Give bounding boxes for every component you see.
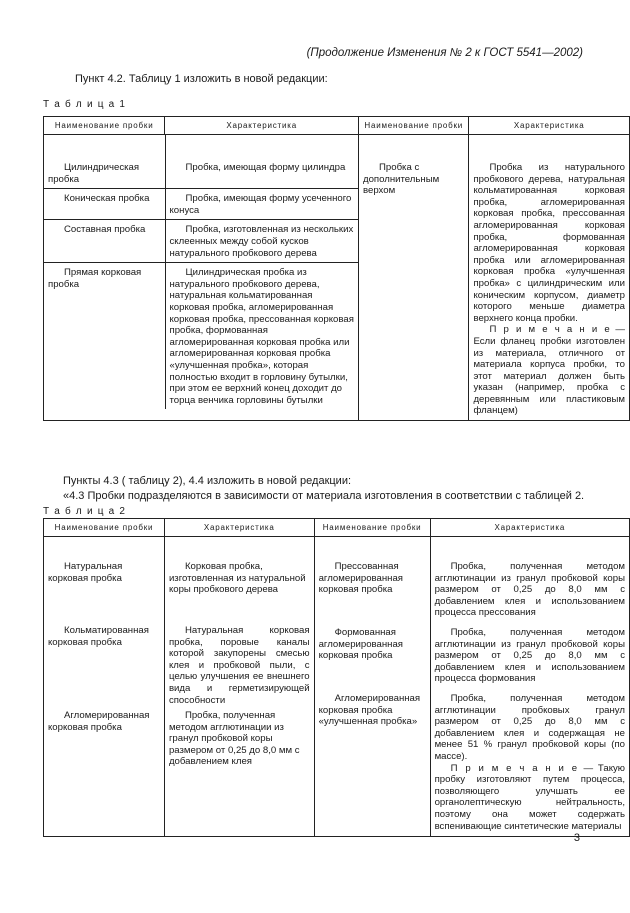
table2-left-names: [44, 537, 165, 837]
page-number: 3: [573, 832, 580, 844]
table2-note-label: П р и м е ч а н и е: [450, 762, 579, 774]
table2-right-name-3: Агломерированная корковая пробка «улучшенная пробка»: [318, 693, 421, 728]
table1-header-name-right: Наименование пробки: [359, 117, 469, 135]
table1-header-char-right: Характеристика: [469, 117, 630, 135]
table1-row4-char: Цилиндрическая пробка из натурального пробкового дерева, натуральная кольматированная корковая пробка, агломерированная корковая пробка, прессованная корковая пробка, формованная агломерированная корковая пробка или агломерированная корковая пробка «улучшенная пробка», которая полностью входит в горловину бутылки, при этом ее верхний конец доходит до торца венчика горловины бутылки: [169, 267, 354, 406]
table1-row2-name: Коническая пробка: [44, 189, 165, 220]
table2-left-name-1: Натуральная корковая пробка: [48, 561, 123, 584]
table1-row2-char: Пробка, имеющая форму усеченного конуса: [165, 189, 358, 220]
table2-left-name-2: Кольматированная корковая пробка: [48, 625, 149, 648]
table-2: [43, 518, 630, 837]
table1-note-label: П р и м е ч а н и е: [489, 324, 612, 336]
table2-left-name-3: Агломерированная корковая пробка: [48, 710, 150, 733]
table2-left-char-1: Корковая пробка, изготовленная из натуральной коры пробкового дерева: [168, 561, 306, 596]
table1-right-char: [469, 135, 630, 421]
table2-right-char-3: Пробка, полученная методом агглютинации пробковых гранул размером от 0,25 до 8,0 мм с добавлением клея и содержащая не менее 51 % гранул пробковой коры (по массе).: [434, 693, 625, 762]
table1-left-rows: [44, 135, 359, 421]
table1-note-text: — Если фланец пробки изготовлен из материала, отличного от материала корпуса пробки, то этот материал должен быть указан (например, пробка с деревянным или пластиковым фланцем): [473, 324, 625, 417]
table1-header-char-left: Характеристика: [165, 117, 359, 135]
table2-note-text: — Такую пробку изготовляют путем процесса, позволяющего улучшать ее органолептическую нейтральность, поэтому она может содержать вспенивающие синтетические материалы: [434, 762, 625, 832]
table2-header-char-left: Характеристика: [164, 519, 314, 537]
paragraph-3: «4.3 Пробки подразделяются в зависимости от материала изготовления в соответствии с таблицей 2.: [63, 490, 585, 502]
table2-right-names: [314, 537, 430, 837]
table2-right-chars: [430, 537, 629, 837]
table1-row4-name: Прямая корковая пробка: [44, 263, 165, 410]
table1-header-name-left: Наименование пробки: [44, 117, 165, 135]
table2-right-note: [435, 763, 625, 833]
intro-paragraph: Пункт 4.2. Таблицу 1 изложить в новой редакции:: [75, 73, 328, 85]
table2-header-name-left: Наименование пробки: [44, 519, 165, 537]
table2-left-chars: [164, 537, 314, 837]
table2-right-char-2: Пробка, полученная методом агглютинации из гранул пробковой коры размером от 0,25 до 8,0 мм с добавлением клея и использованием процесса формования: [434, 627, 625, 685]
table2-right-name-1: Прессованная агломерированная корковая пробка: [318, 561, 404, 596]
paragraph-2: Пункты 4.3 ( таблицу 2), 4.4 изложить в новой редакции:: [63, 475, 352, 487]
table2-header-name-right: Наименование пробки: [314, 519, 430, 537]
table2-header-char-right: Характеристика: [430, 519, 629, 537]
table1-label: Т а б л и ц а 1: [43, 99, 127, 110]
table1-right-name: Пробка с дополнительным верхом: [359, 135, 469, 421]
table2-left-char-3: Пробка, полученная методом агглютинации из гранул пробковой коры размером от 0,25 до 8,0 мм с добавлением клея: [168, 710, 300, 768]
table1-right-note: [473, 324, 625, 417]
table2-left-char-2: Натуральная корковая пробка, поровые каналы которой закупорены смесью клея и пробковой пыли, с целью улучшения ее внешнего вида и герметизирующей способности: [168, 625, 310, 706]
table2-label: Т а б л и ц а 2: [43, 506, 127, 517]
table1-row3-char: Пробка, изготовленная из нескольких склеенных между собой кусков натурального пробкового дерева: [165, 220, 358, 263]
table1-row3-name: Составная пробка: [44, 220, 165, 263]
table1-row1-char: Пробка, имеющая форму цилиндра: [165, 135, 358, 189]
table2-right-name-2: Формованная агломерированная корковая пробка: [318, 627, 404, 662]
table1-right-char-text: Пробка из натурального пробкового дерева, натуральная кольматированная корковая пробка, агломерированная корковая пробка, прессованная агломерированная корковая пробка, формованная агломерированная корковая пробка или агломерированная корковая пробка «улучшенная пробка» с цилиндрическим или коническим корпусом, диаметр которого меньше диаметра верхнего конца пробки.: [473, 162, 625, 324]
document-header: (Продолжение Изменения № 2 к ГОСТ 5541—2002): [306, 47, 583, 59]
table2-right-char-1: Пробка, полученная методом агглютинации из гранул пробковой коры размером от 0,25 до 8,0 мм с добавлением клея и использованием процесса прессования: [434, 561, 625, 619]
table-1: [43, 116, 630, 421]
table1-row1-name: Цилиндрическая пробка: [44, 135, 165, 189]
